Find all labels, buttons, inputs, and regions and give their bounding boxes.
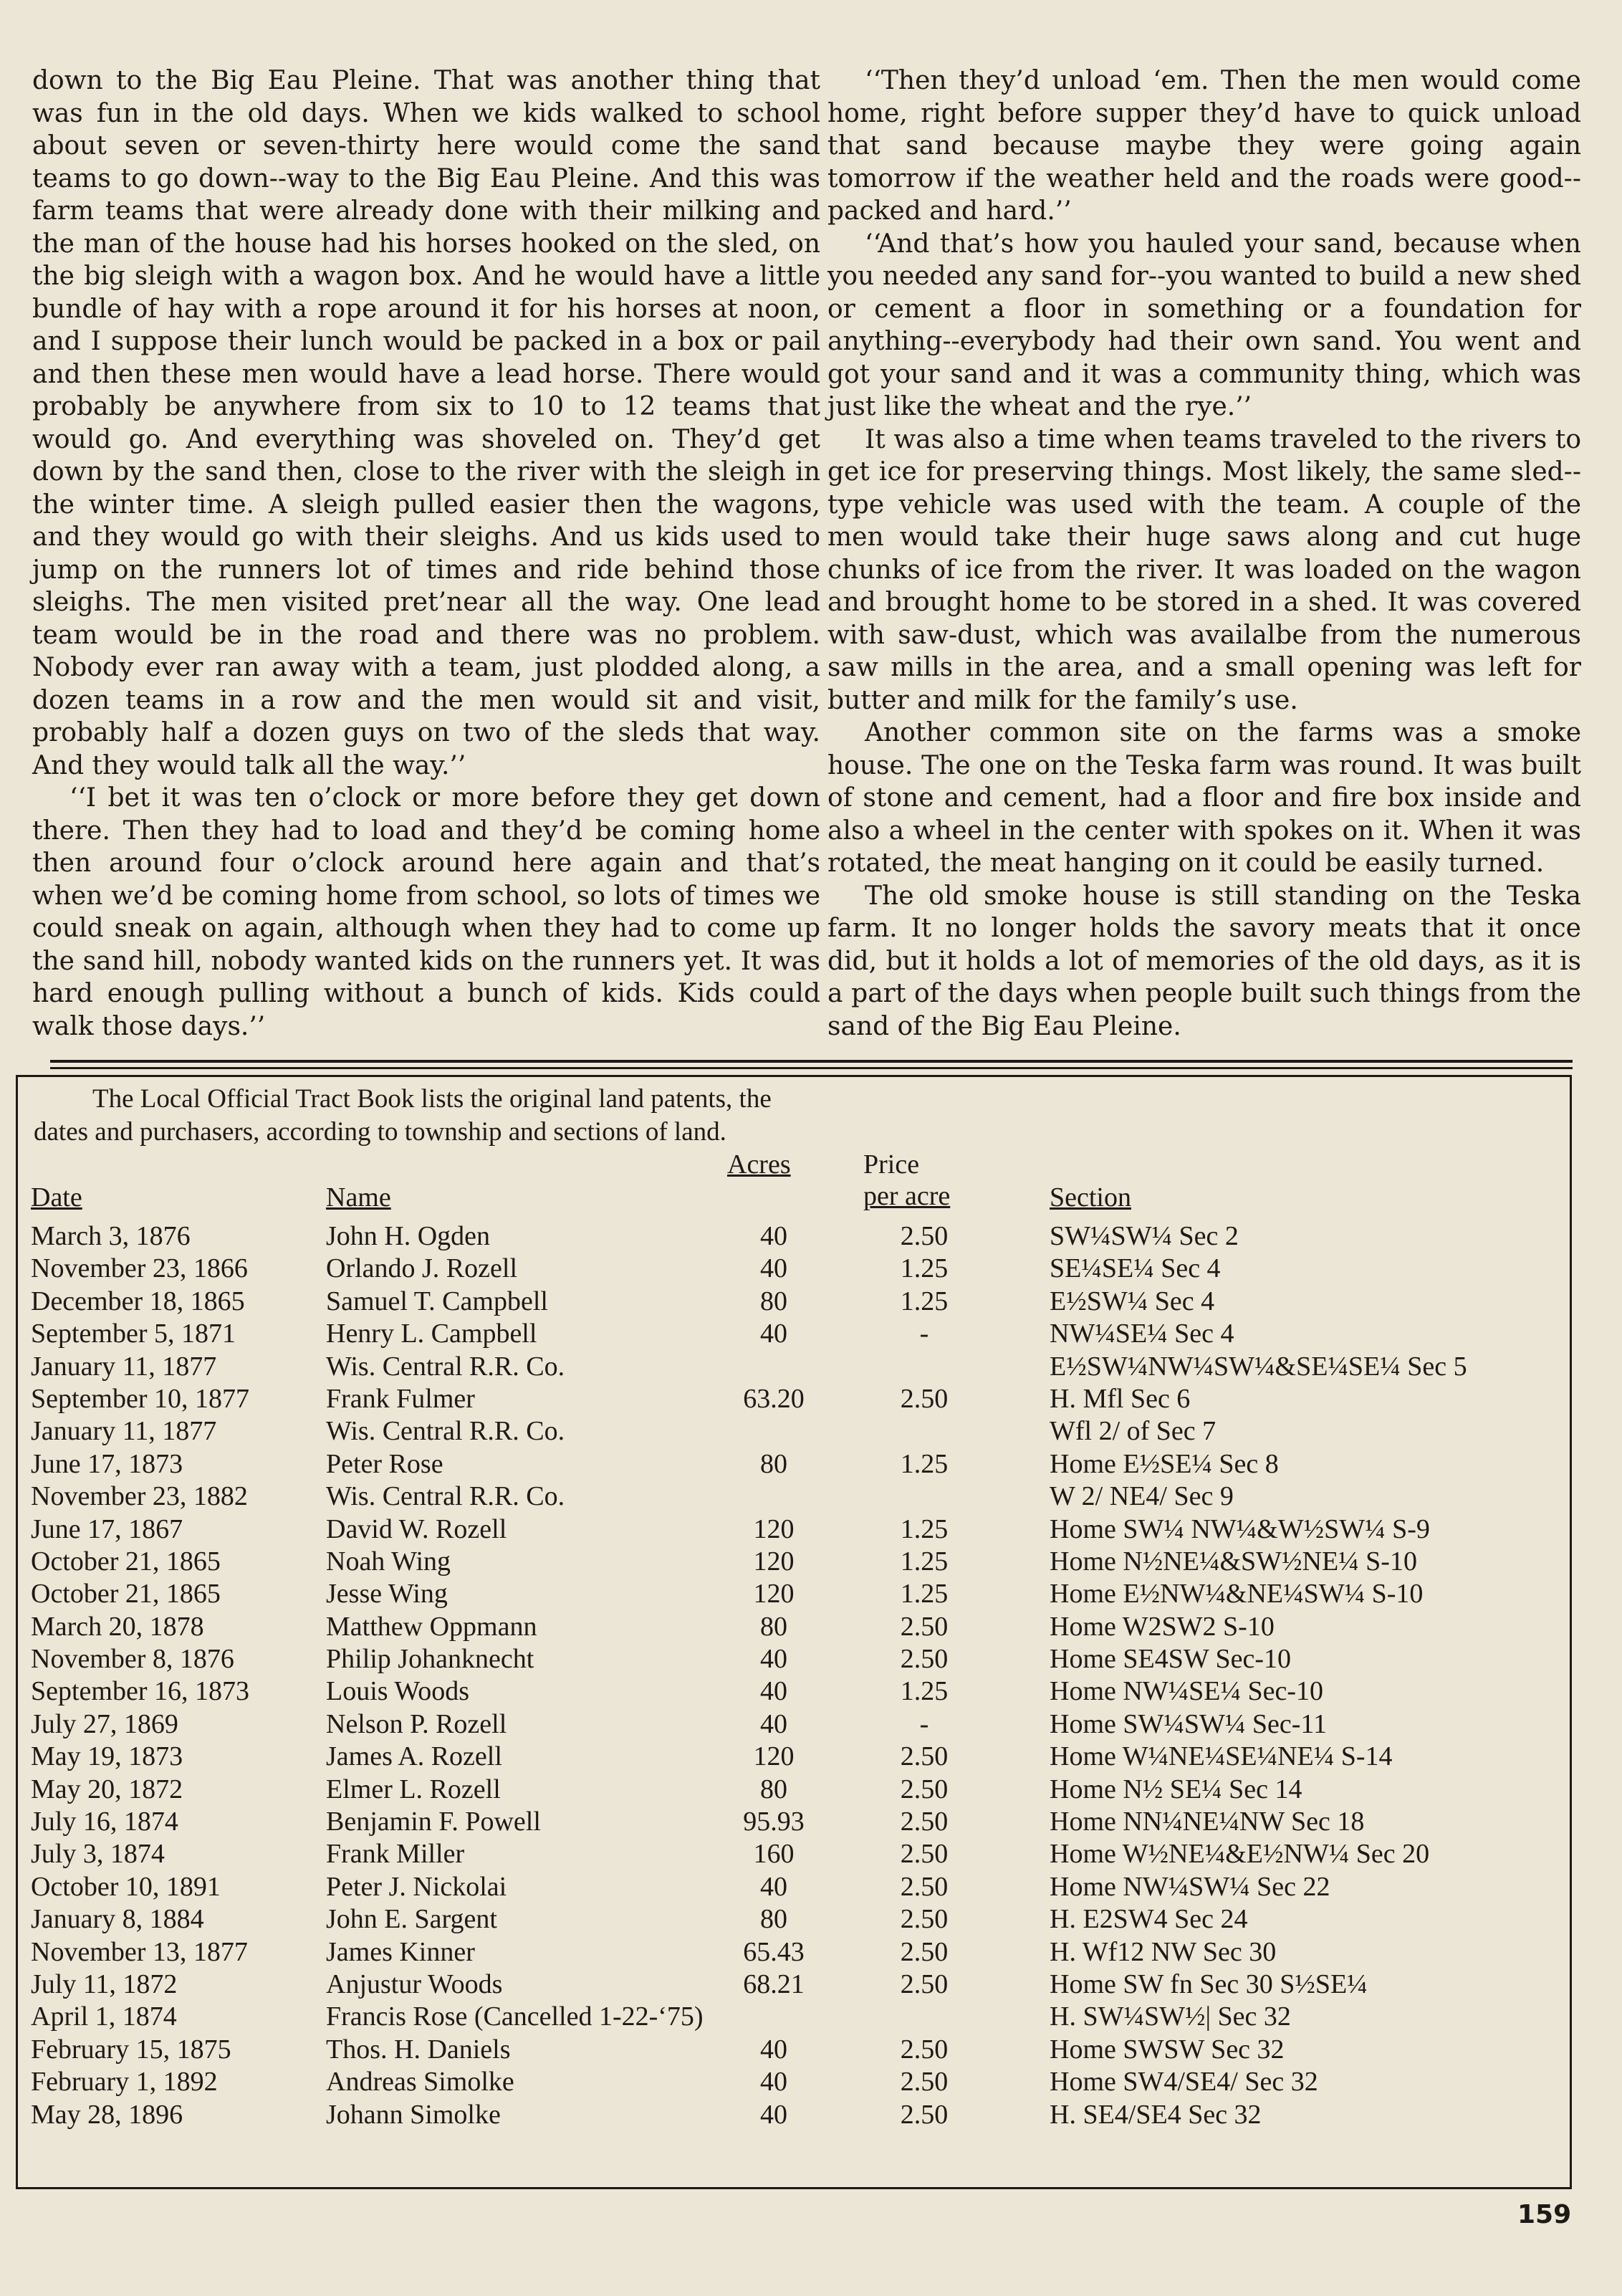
row-section: Home W2SW2 S-10 [1050, 1611, 1275, 1642]
table-row [18, 1383, 1570, 1415]
row-acres: 40 [760, 1676, 787, 1707]
paragraph: ‘‘I bet it was ten o’clock or more before they get down there. Then they had to load and they’d be coming home then around four o’clock around here again and that’s when we’d be coming home from school, so lots of times we could sneak on again, although when they had to come up the sand hill, nobody wanted kids on the runners yet. It was hard enough pulling without a bunch of kids. Kids could walk those days.’’ [32, 783, 820, 1041]
row-name: Thos. H. Daniels [326, 2034, 511, 2065]
row-date: April 1, 1874 [31, 2001, 177, 2032]
table-row [18, 1448, 1570, 1481]
row-date: February 1, 1892 [31, 2067, 218, 2098]
paragraph: The old smoke house is still standing on the Teska farm. It no longer holds the savory meats that it once did, but it holds a lot of memories of the old days, as it is a part of the days when people built such things from the sand of the Big Eau Pleine. [827, 881, 1581, 1041]
row-acres: 65.43 [743, 1936, 805, 1967]
row-name: Louis Woods [326, 1676, 469, 1707]
row-date: May 20, 1872 [31, 1774, 183, 1804]
row-date: July 11, 1872 [31, 1969, 178, 1999]
row-price: 2.50 [900, 1383, 949, 1414]
table-row [18, 1611, 1570, 1643]
row-date: July 16, 1874 [31, 1807, 178, 1837]
row-price: 2.50 [900, 2067, 949, 2098]
row-acres: 80 [760, 1448, 787, 1479]
row-name: John E. Sargent [326, 1904, 497, 1935]
row-section: NW¼SE¼ Sec 4 [1050, 1319, 1234, 1349]
row-price: 2.50 [900, 1904, 949, 1935]
row-acres: 120 [753, 1741, 795, 1772]
table-row [18, 1546, 1570, 1578]
row-section: Home SW¼SW¼ Sec-11 [1050, 1708, 1327, 1739]
row-section: Home N½NE¼&SW½NE¼ S-10 [1050, 1546, 1417, 1577]
table-row [18, 1871, 1570, 1903]
table-row [18, 1253, 1570, 1285]
row-date: December 18, 1865 [31, 1286, 245, 1316]
row-date: January 8, 1884 [31, 1904, 204, 1935]
row-acres: 80 [760, 1774, 787, 1804]
row-acres: 120 [753, 1546, 795, 1577]
row-price: 2.50 [900, 1611, 949, 1642]
row-section: H. E2SW4 Sec 24 [1050, 1904, 1248, 1935]
header-date: Date [31, 1182, 82, 1212]
table-row [18, 1969, 1570, 2001]
row-acres: 40 [760, 1319, 787, 1349]
row-date: October 10, 1891 [31, 1871, 221, 1902]
row-date: November 13, 1877 [31, 1936, 248, 1967]
header-acres: Acres [727, 1149, 791, 1180]
row-section: E½SW¼NW¼SW¼&SE¼SE¼ Sec 5 [1050, 1351, 1467, 1382]
row-price: 1.25 [900, 1253, 949, 1284]
row-price: - [919, 1708, 929, 1739]
row-section: H. SW¼SW½| Sec 32 [1050, 2001, 1291, 2032]
row-price: 1.25 [900, 1513, 949, 1544]
row-price: 2.50 [900, 1644, 949, 1675]
row-section: Home NW¼SE¼ Sec-10 [1050, 1676, 1324, 1707]
row-date: October 21, 1865 [31, 1546, 221, 1577]
table-row [18, 1806, 1570, 1838]
row-name: Wis. Central R.R. Co. [326, 1351, 565, 1382]
row-acres: 80 [760, 1286, 787, 1316]
row-section: Home NW¼SW¼ Sec 22 [1050, 1871, 1330, 1902]
table-row [18, 1675, 1570, 1708]
row-date: September 16, 1873 [31, 1676, 250, 1707]
table-row [18, 1708, 1570, 1741]
right-column [827, 64, 1581, 1043]
row-section: SE¼SE¼ Sec 4 [1050, 1253, 1221, 1284]
row-acres: 63.20 [743, 1383, 805, 1414]
row-price: 1.25 [900, 1579, 949, 1609]
row-section: Home E½SE¼ Sec 8 [1050, 1448, 1279, 1479]
row-price: - [919, 1319, 929, 1349]
table-row [18, 1578, 1570, 1610]
row-price: 2.50 [900, 2034, 949, 2065]
row-name: James Kinner [326, 1936, 475, 1967]
row-date: November 23, 1866 [31, 1253, 248, 1284]
table-intro: The Local Official Tract Book lists the original land patents, the dates and purchasers, according to township and sections of land. [34, 1084, 772, 1147]
table-row [18, 1481, 1570, 1513]
row-date: September 10, 1877 [31, 1383, 250, 1414]
row-name: Wis. Central R.R. Co. [326, 1416, 565, 1447]
row-acres: 40 [760, 1253, 787, 1284]
row-acres: 40 [760, 1221, 787, 1251]
table-row [18, 1838, 1570, 1870]
row-section: Home SW fn Sec 30 S½SE¼ [1050, 1969, 1368, 1999]
row-acres: 95.93 [743, 1807, 805, 1837]
row-price: 1.25 [900, 1448, 949, 1479]
row-date: November 23, 1882 [31, 1481, 248, 1512]
row-date: May 28, 1896 [31, 2099, 183, 2130]
row-price: 2.50 [900, 1936, 949, 1967]
row-section: Home SWSW Sec 32 [1050, 2034, 1285, 2065]
table-row [18, 2034, 1570, 2066]
row-date: March 3, 1876 [31, 1221, 191, 1251]
row-name: Peter J. Nickolai [326, 1871, 507, 1902]
tract-book-table [16, 1075, 1572, 2189]
row-acres: 68.21 [743, 1969, 805, 1999]
table-row [18, 1415, 1570, 1448]
row-section: SW¼SW¼ Sec 2 [1050, 1221, 1239, 1251]
row-name: Johann Simolke [326, 2099, 501, 2130]
table-row [18, 1220, 1570, 1253]
table-row [18, 1351, 1570, 1383]
row-name: David W. Rozell [326, 1513, 507, 1544]
row-acres: 40 [760, 2099, 787, 2130]
row-name: Noah Wing [326, 1546, 451, 1577]
row-price: 2.50 [900, 1871, 949, 1902]
row-name: Elmer L. Rozell [326, 1774, 501, 1804]
row-acres: 120 [753, 1579, 795, 1609]
row-name: Jesse Wing [326, 1579, 448, 1609]
row-name: Andreas Simolke [326, 2067, 514, 2098]
row-name: Benjamin F. Powell [326, 1807, 541, 1837]
row-name: John H. Ogden [326, 1221, 491, 1251]
row-date: February 15, 1875 [31, 2034, 231, 2065]
row-section: Home E½NW¼&NE¼SW¼ S-10 [1050, 1579, 1424, 1609]
row-section: H. Mfl Sec 6 [1050, 1383, 1191, 1414]
row-section: Home N½ SE¼ Sec 14 [1050, 1774, 1302, 1804]
row-section: Home SW4/SE4/ Sec 32 [1050, 2067, 1318, 2098]
paragraph: ‘‘Then they’d unload ‘em. Then the men would come home, right before supper they’d have to quick unload that sand because maybe they were going again tomorrow if the weather held and the roads were good--packed and hard.’’ [827, 66, 1581, 226]
header-price: Price per acre [863, 1149, 951, 1211]
paragraph: It was also a time when teams traveled to the rivers to get ice for preserving things. Most likely, the same sled--type vehicle was used with the team. A couple of the men would take their huge saws along and cut huge chunks of ice from the river. It was loaded on the wagon and brought home to be stored in a shed. It was covered with saw-dust, which was availalbe from the numerous saw mills in the area, and a small opening was left for butter and milk for the family’s use. [827, 424, 1581, 715]
row-name: Frank Miller [326, 1839, 465, 1870]
table-row [18, 2001, 1570, 2033]
table-row [18, 1741, 1570, 1773]
row-acres: 40 [760, 1708, 787, 1739]
row-name: Matthew Oppmann [326, 1611, 537, 1642]
row-section: Wfl 2/ of Sec 7 [1050, 1416, 1216, 1447]
row-section: Home SE4SW Sec-10 [1050, 1644, 1292, 1675]
row-name: Francis Rose (Cancelled 1-22-‘75) [326, 2001, 704, 2032]
row-price: 2.50 [900, 1774, 949, 1804]
row-acres: 40 [760, 2034, 787, 2065]
row-acres: 80 [760, 1611, 787, 1642]
row-name: Anjustur Woods [326, 1969, 503, 1999]
row-acres: 40 [760, 2067, 787, 2098]
row-section: Home NN¼NE¼NW Sec 18 [1050, 1807, 1365, 1837]
row-price: 2.50 [900, 2099, 949, 2130]
row-price: 2.50 [900, 1221, 949, 1251]
page-number: 159 [1517, 2200, 1572, 2229]
row-date: July 27, 1869 [31, 1708, 178, 1739]
paragraph: Another common site on the farms was a smoke house. The one on the Teska farm was round. It was built of stone and cement, had a floor and fire box inside and also a wheel in the center with spokes on it. When it was rotated, the meat hanging on it could be easily turned. [827, 718, 1581, 878]
header-section: Section [1050, 1182, 1131, 1212]
row-date: June 17, 1873 [31, 1448, 183, 1479]
table-row [18, 1643, 1570, 1675]
table-row [18, 1286, 1570, 1318]
paragraph: ‘‘And that’s how you hauled your sand, because when you needed any sand for--you wanted to build a new shed or cement a floor in something or a foundation for anything--everybody had their own sand. You went and got your sand and it was a community thing, which was just like the wheat and the rye.’’ [827, 229, 1581, 421]
row-acres: 40 [760, 1871, 787, 1902]
row-date: November 8, 1876 [31, 1644, 234, 1675]
table-row [18, 1513, 1570, 1546]
row-acres: 80 [760, 1904, 787, 1935]
row-name: James A. Rozell [326, 1741, 502, 1772]
row-section: W 2/ NE4/ Sec 9 [1050, 1481, 1234, 1512]
row-name: Wis. Central R.R. Co. [326, 1481, 565, 1512]
row-date: June 17, 1867 [31, 1513, 183, 1544]
table-rows [18, 1220, 1570, 2131]
row-date: September 5, 1871 [31, 1319, 236, 1349]
paragraph: down to the Big Eau Pleine. That was another thing that was fun in the old days. When we kids walked to school about seven or seven-thirty here would come the sand teams to go down--way to the Big Eau Pleine. And this was farm teams that were already done with their milking and the man of the house had his horses hooked on the sled, on the big sleigh with a wagon box. And he would have a little bundle of hay with a rope around it for his horses at noon, and I suppose their lunch would be packed in a box or pail and then these men would have a lead horse. There would probably be anywhere from six to 10 to 12 teams that would go. And everything was shoveled on. They’d get down by the sand then, close to the river with the sleigh in the winter time. A sleigh pulled easier then the wagons, and they would go with their sleighs. And us kids used to jump on the runners lot of times and ride behind those sleighs. The men visited pret’near all the way. One lead team would be in the road and there was no problem. Nobody ever ran away with a team, just plodded along, a dozen teams in a row and the men would sit and visit, probably half a dozen guys on two of the sleds that way. And they would talk all the way.’’ [32, 66, 820, 780]
row-name: Samuel T. Campbell [326, 1286, 548, 1316]
row-section: E½SW¼ Sec 4 [1050, 1286, 1215, 1316]
row-price: 1.25 [900, 1546, 949, 1577]
table-row [18, 1903, 1570, 1936]
divider-rule [50, 1060, 1573, 1063]
row-date: March 20, 1878 [31, 1611, 204, 1642]
row-acres: 160 [753, 1839, 795, 1870]
row-date: January 11, 1877 [31, 1416, 217, 1447]
row-date: October 21, 1865 [31, 1579, 221, 1609]
row-date: May 19, 1873 [31, 1741, 183, 1772]
table-row [18, 2066, 1570, 2098]
row-section: Home W½NE¼&E½NW¼ Sec 20 [1050, 1839, 1430, 1870]
row-acres: 120 [753, 1513, 795, 1544]
table-row [18, 1936, 1570, 1969]
row-section: Home W¼NE¼SE¼NE¼ S-14 [1050, 1741, 1393, 1772]
row-price: 1.25 [900, 1286, 949, 1316]
row-name: Peter Rose [326, 1448, 443, 1479]
row-section: Home SW¼ NW¼&W½SW¼ S-9 [1050, 1513, 1430, 1544]
row-price: 1.25 [900, 1676, 949, 1707]
header-name: Name [326, 1182, 391, 1212]
row-price: 2.50 [900, 1741, 949, 1772]
row-section: H. Wf12 NW Sec 30 [1050, 1936, 1277, 1967]
row-section: H. SE4/SE4 Sec 32 [1050, 2099, 1262, 2130]
row-price: 2.50 [900, 1969, 949, 1999]
row-name: Frank Fulmer [326, 1383, 475, 1414]
row-price: 2.50 [900, 1839, 949, 1870]
row-name: Orlando J. Rozell [326, 1253, 518, 1284]
row-date: July 3, 1874 [31, 1839, 165, 1870]
row-name: Nelson P. Rozell [326, 1708, 507, 1739]
row-name: Philip Johanknecht [326, 1644, 534, 1675]
table-row [18, 2099, 1570, 2131]
row-date: January 11, 1877 [31, 1351, 217, 1382]
row-name: Henry L. Campbell [326, 1319, 537, 1349]
table-row [18, 1774, 1570, 1806]
divider-rule [50, 1067, 1573, 1069]
left-column [32, 64, 820, 1043]
table-row [18, 1318, 1570, 1350]
row-acres: 40 [760, 1644, 787, 1675]
row-price: 2.50 [900, 1807, 949, 1837]
